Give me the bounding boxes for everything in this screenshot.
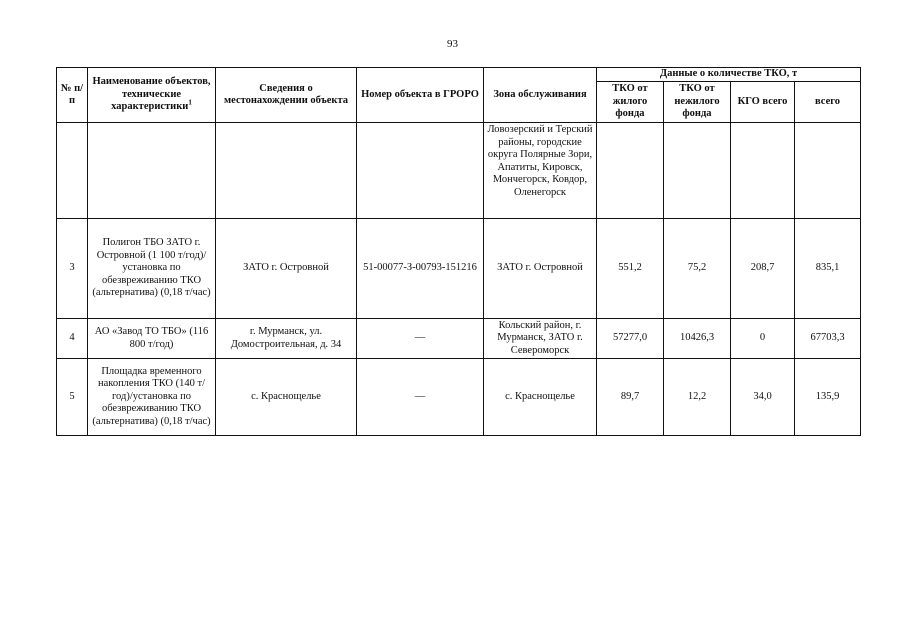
cell-zone: Кольский район, г. Мурманск, ЗАТО г. Североморск xyxy=(484,319,597,359)
cell-location: ЗАТО г. Островной xyxy=(216,219,357,319)
cell-total xyxy=(795,123,861,219)
cell-tko-residential: 551,2 xyxy=(597,219,664,319)
header-location: Сведения о местонахождении объекта xyxy=(216,68,357,123)
cell-num: 4 xyxy=(57,319,88,359)
cell-location: с. Краснощелье xyxy=(216,359,357,436)
cell-groro xyxy=(357,123,484,219)
page-number: 93 xyxy=(447,38,458,50)
table-row xyxy=(57,219,861,319)
cell-name: Площадка временного накопления ТКО (140 т/год)/установка по обезвреживанию ТКО (альтернатива) (0,18 т/час) xyxy=(88,359,216,436)
cell-kgo xyxy=(731,123,795,219)
cell-zone: ЗАТО г. Островной xyxy=(484,219,597,319)
cell-num: 3 xyxy=(57,219,88,319)
cell-name: Полигон ТБО ЗАТО г. Островной (1 100 т/год)/ установка по обезвреживанию ТКО (альтернатива) (0,18 т/час) xyxy=(88,219,216,319)
cell-tko-residential: 57277,0 xyxy=(597,319,664,359)
header-name xyxy=(88,68,216,123)
cell-tko-nonresidential: 10426,3 xyxy=(664,319,731,359)
header-name-text: Наименование объектов, технические характеристики xyxy=(92,76,211,113)
header-tko-nonresidential: ТКО от нежилого фонда xyxy=(664,82,731,123)
cell-location: г. Мурманск, ул. Домостроительная, д. 34 xyxy=(216,319,357,359)
cell-tko-nonresidential xyxy=(664,123,731,219)
cell-zone: с. Краснощелье xyxy=(484,359,597,436)
cell-num xyxy=(57,123,88,219)
table-row xyxy=(57,319,861,359)
cell-kgo: 34,0 xyxy=(731,359,795,436)
cell-tko-residential xyxy=(597,123,664,219)
header-tko-residential: ТКО от жилого фонда xyxy=(597,82,664,123)
header-kgo: КГО всего xyxy=(731,82,795,123)
header-quantity-group: Данные о количестве ТКО, т xyxy=(597,68,861,82)
cell-location xyxy=(216,123,357,219)
cell-groro: — xyxy=(357,319,484,359)
header-name-footnote: 1 xyxy=(188,98,192,107)
header-total: всего xyxy=(795,82,861,123)
cell-tko-residential: 89,7 xyxy=(597,359,664,436)
table-row xyxy=(57,359,861,436)
header-num: № п/п xyxy=(57,68,88,123)
cell-num: 5 xyxy=(57,359,88,436)
cell-zone: Ловозерский и Терский районы, городские округа Полярные Зори, Апатиты, Кировск, Мончегорск, Ковдор, Оленегорск xyxy=(484,123,597,219)
tko-objects-table xyxy=(56,67,861,436)
cell-groro: — xyxy=(357,359,484,436)
cell-total: 835,1 xyxy=(795,219,861,319)
cell-name: АО «Завод ТО ТБО» (116 800 т/год) xyxy=(88,319,216,359)
cell-tko-nonresidential: 12,2 xyxy=(664,359,731,436)
cell-kgo: 0 xyxy=(731,319,795,359)
cell-total: 135,9 xyxy=(795,359,861,436)
cell-groro: 51-00077-З-00793-151216 xyxy=(357,219,484,319)
cell-kgo: 208,7 xyxy=(731,219,795,319)
cell-name xyxy=(88,123,216,219)
header-groro: Номер объекта в ГРОРО xyxy=(357,68,484,123)
header-row-group xyxy=(57,68,861,82)
table-row-continuation xyxy=(57,123,861,219)
cell-tko-nonresidential: 75,2 xyxy=(664,219,731,319)
header-zone: Зона обслуживания xyxy=(484,68,597,123)
cell-total: 67703,3 xyxy=(795,319,861,359)
